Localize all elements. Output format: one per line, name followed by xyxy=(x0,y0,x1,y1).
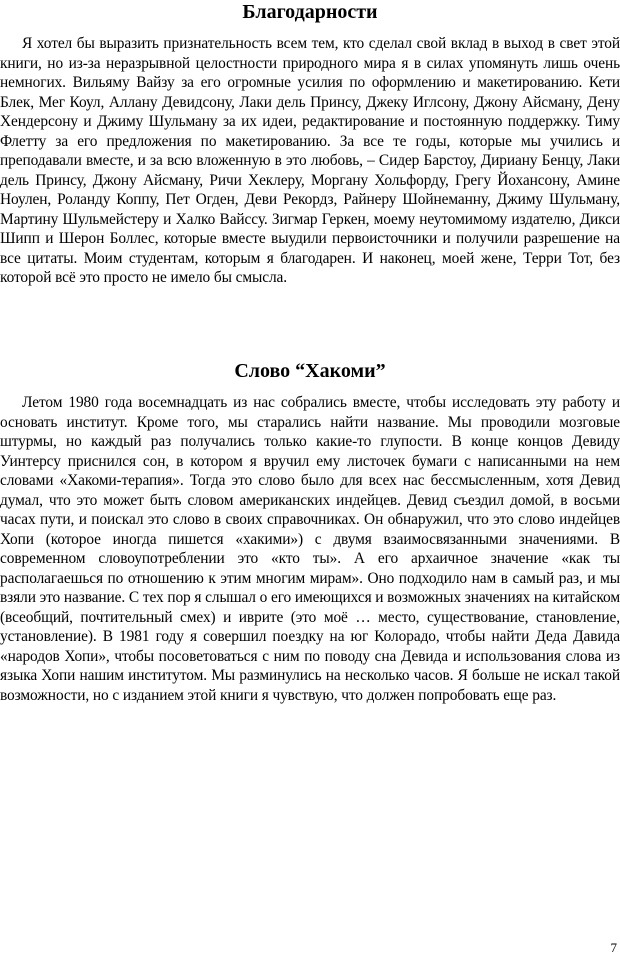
hakomi-heading: Слово “Хакоми” xyxy=(234,360,386,382)
acknowledgments-heading: Благодарности xyxy=(242,1,378,23)
page-number: 7 xyxy=(610,940,617,955)
hakomi-paragraph: Летом 1980 года восемнадцать из нас собрались вместе, чтобы исследовать эту работу и основать институт. Кроме того, мы старались найти название. Мы проводили мозговые штурмы, но каждый раз получались только какие-то глупости. В конце концов Девиду Уинтерсу приснился сон, в котором я вручил ему листочек бумаги с написанными на нем словами «Хакоми-терапия». Тогда это слово было для всех нас бессмысленным, хотя Девид думал, что это может быть словом американских индейцев. Девид съездил домой, в восьми часах пути, и поискал это слово в своих справочниках. Он обнаружил, что это слово индейцев Хопи (которое иногда пишется «хакими») с двумя взаимосвязанными значениями. В современном словоупотреблении это «кто ты». А его архаичное значение «как ты располагаешься по отношению к этим многим мирам». Оно подходило нам в самый раз, и мы взяли это название. С тех пор я слышал о его имеющихся и возможных значениях на китайском (всеобщий, почтительный смех) и иврите (это моё … место, существование, становление, установление). В 1981 году я совершил поездку на юг Колорадо, чтобы найти Деда Давида «народов Хопи», чтобы посоветоваться с ним по поводу сна Девида и использования слова из языка Хопи нашим институтом. Мы разминулись на несколько часов. Я больше не искал такой возможности, но с изданием этой книги я чувствую, что должен попробовать еще раз. xyxy=(0,394,620,704)
acknowledgments-paragraph: Я хотел бы выразить признательность всем тем, кто сделал свой вклад в выход в свет этой книги, но из-за неразрывной целостности природного мира я в силах упомянуть лишь очень немногих. Вильяму Вайзу за его огромные усилия по оформлению и макетированию. Кети Блек, Мег Коул, Аллану Девидсону, Лаки дель Принсу, Джеку Иглсону, Джону Айсману, Дену Хендерсону и Джиму Шульману за их идеи, редактирование и постоянную поддержку. Тиму Флетту за его предложения по макетированию. За все те годы, которые мы учились и преподавали вместе, и за всю вложенную в это любовь, – Сидер Барстоу, Дириану Бенцу, Лаки дель Принсу, Джону Айсману, Ричи Хеклеру, Моргану Хольфорду, Грегу Йохансону, Амине Ноулен, Роланду Коппу, Пет Огден, Деви Рекордз, Райнеру Шойнеманну, Джиму Шульману, Мартину Шульмейстеру и Халко Вайссу. Зигмар Геркен, моему неутомимому издателю, Дикси Шипп и Шерон Боллес, которые вместе выудили первоисточники и получили разрешение на все цитаты. Моим студентам, которым я благодарен. И наконец, моей жене, Терри Тот, без которой всё это просто не имело бы смысла. xyxy=(0,35,620,286)
